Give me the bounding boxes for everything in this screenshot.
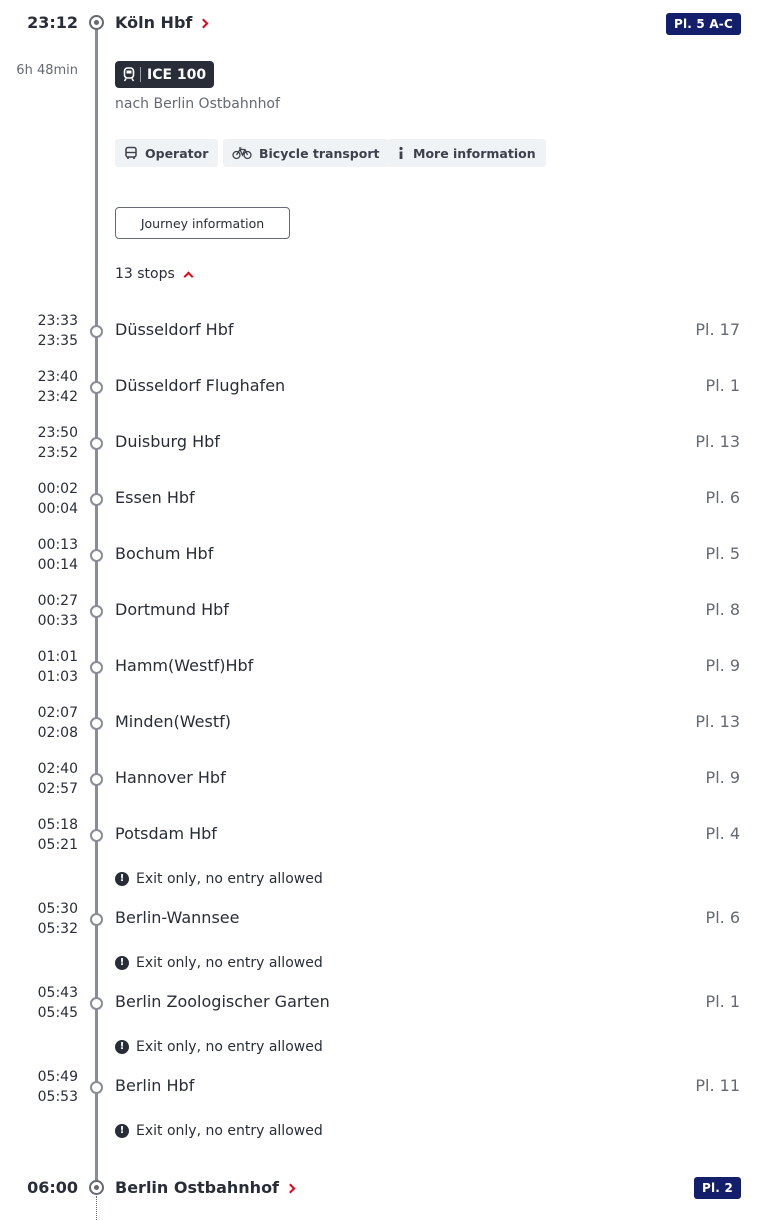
stop-platform: Pl. 17 — [695, 320, 740, 339]
stop-name: Bochum Hbf — [115, 544, 214, 563]
stop-node — [90, 997, 103, 1010]
stop-platform: Pl. 1 — [705, 376, 740, 395]
stops-toggle[interactable] — [115, 266, 192, 282]
stop-arrival-time: 23:40 — [37, 369, 78, 385]
stop-platform: Pl. 9 — [705, 656, 740, 675]
departure-time: 23:12 — [27, 13, 78, 32]
operator-chip-label: Operator — [145, 145, 209, 161]
train-badge-separator — [140, 67, 141, 82]
stop-arrival-time: 00:13 — [37, 537, 78, 553]
stop-departure-time: 01:03 — [37, 669, 78, 685]
departure-station-link[interactable] — [115, 13, 207, 32]
stop-arrival-time: 00:02 — [37, 481, 78, 497]
stop-row[interactable] — [0, 647, 774, 687]
stop-platform: Pl. 13 — [695, 712, 740, 731]
stop-row[interactable] — [0, 1067, 774, 1107]
stop-node — [90, 325, 103, 338]
stop-name: Hannover Hbf — [115, 768, 226, 787]
chevron-right-icon — [199, 18, 209, 28]
stop-name: Essen Hbf — [115, 488, 195, 507]
stop-name: Hamm(Westf)Hbf — [115, 656, 254, 675]
stop-platform: Pl. 1 — [705, 992, 740, 1011]
departure-platform-badge: Pl. 5 A-C — [666, 13, 741, 35]
stop-arrival-time: 05:49 — [37, 1069, 78, 1085]
alert-icon: ! — [115, 1124, 129, 1138]
bus-icon — [124, 146, 138, 160]
stop-arrival-time: 05:30 — [37, 901, 78, 917]
arrival-node — [89, 1180, 104, 1195]
train-icon — [123, 67, 135, 82]
stop-platform: Pl. 13 — [695, 432, 740, 451]
bicycle-transport-chip-label: Bicycle transport — [259, 145, 380, 161]
stop-row[interactable] — [0, 535, 774, 575]
stop-row[interactable] — [0, 479, 774, 519]
stop-departure-time: 23:35 — [37, 333, 78, 349]
chevron-right-icon — [286, 1183, 296, 1193]
stop-row[interactable] — [0, 759, 774, 799]
more-information-chip-label: More information — [413, 145, 536, 161]
exit-only-notice-text: Exit only, no entry allowed — [136, 1123, 323, 1139]
stop-node — [90, 549, 103, 562]
journey-information-button[interactable]: Journey information — [115, 207, 290, 239]
stop-row[interactable] — [0, 591, 774, 631]
chevron-up-icon — [183, 272, 193, 282]
stop-departure-time: 05:53 — [37, 1089, 78, 1105]
stop-arrival-time: 00:27 — [37, 593, 78, 609]
exit-only-notice — [115, 955, 323, 971]
stop-node — [90, 829, 103, 842]
stop-platform: Pl. 9 — [705, 768, 740, 787]
stop-name: Berlin Zoologischer Garten — [115, 992, 330, 1011]
exit-only-notice — [115, 1123, 323, 1139]
stop-row[interactable] — [0, 983, 774, 1023]
exit-only-notice-text: Exit only, no entry allowed — [136, 1039, 323, 1055]
stop-platform: Pl. 5 — [705, 544, 740, 563]
alert-icon: ! — [115, 1040, 129, 1054]
stop-node — [90, 1081, 103, 1094]
stop-name: Potsdam Hbf — [115, 824, 217, 843]
stop-node — [90, 717, 103, 730]
info-icon — [396, 146, 406, 160]
stop-departure-time: 02:08 — [37, 725, 78, 741]
stop-departure-time: 00:33 — [37, 613, 78, 629]
stop-platform: Pl. 6 — [705, 908, 740, 927]
stop-arrival-time: 23:50 — [37, 425, 78, 441]
stop-departure-time: 05:21 — [37, 837, 78, 853]
stop-departure-time: 02:57 — [37, 781, 78, 797]
stop-node — [90, 493, 103, 506]
stop-departure-time: 05:45 — [37, 1005, 78, 1021]
stop-arrival-time: 02:07 — [37, 705, 78, 721]
stop-node — [90, 605, 103, 618]
bicycle-transport-chip[interactable] — [223, 139, 389, 167]
stop-departure-time: 00:04 — [37, 501, 78, 517]
stop-departure-time: 23:52 — [37, 445, 78, 461]
stop-node — [90, 437, 103, 450]
stop-arrival-time: 05:43 — [37, 985, 78, 1001]
train-number: ICE 100 — [147, 66, 207, 83]
stop-name: Minden(Westf) — [115, 712, 231, 731]
leg-duration: 6h 48min — [16, 63, 78, 78]
stop-row[interactable] — [0, 899, 774, 939]
alert-icon: ! — [115, 872, 129, 886]
stop-arrival-time: 23:33 — [37, 313, 78, 329]
more-information-chip[interactable] — [387, 139, 546, 167]
stop-node — [90, 661, 103, 674]
stop-row[interactable] — [0, 367, 774, 407]
stop-departure-time: 05:32 — [37, 921, 78, 937]
stop-node — [90, 773, 103, 786]
stop-name: Düsseldorf Hbf — [115, 320, 234, 339]
exit-only-notice — [115, 1039, 323, 1055]
operator-chip[interactable] — [115, 139, 218, 167]
stop-name: Dortmund Hbf — [115, 600, 229, 619]
stop-arrival-time: 02:40 — [37, 761, 78, 777]
timeline-continuation — [96, 1196, 97, 1220]
stop-platform: Pl. 4 — [705, 824, 740, 843]
stop-row[interactable] — [0, 311, 774, 351]
stop-row[interactable] — [0, 423, 774, 463]
train-direction: nach Berlin Ostbahnhof — [115, 96, 280, 112]
arrival-station-link[interactable] — [115, 1178, 294, 1197]
exit-only-notice-text: Exit only, no entry allowed — [136, 871, 323, 887]
train-badge — [115, 61, 214, 88]
alert-icon: ! — [115, 956, 129, 970]
stop-name: Düsseldorf Flughafen — [115, 376, 286, 395]
stop-departure-time: 23:42 — [37, 389, 78, 405]
stop-arrival-time: 01:01 — [37, 649, 78, 665]
arrival-time: 06:00 — [27, 1178, 78, 1197]
bicycle-icon — [232, 146, 252, 160]
stop-platform: Pl. 6 — [705, 488, 740, 507]
exit-only-notice-text: Exit only, no entry allowed — [136, 955, 323, 971]
stop-departure-time: 00:14 — [37, 557, 78, 573]
stop-name: Duisburg Hbf — [115, 432, 220, 451]
departure-station-name: Köln Hbf — [115, 13, 193, 32]
stops-count: 13 stops — [115, 266, 175, 282]
stop-name: Berlin-Wannsee — [115, 908, 240, 927]
stop-platform: Pl. 8 — [705, 600, 740, 619]
exit-only-notice — [115, 871, 323, 887]
stop-node — [90, 913, 103, 926]
arrival-station-name: Berlin Ostbahnhof — [115, 1178, 280, 1197]
stop-row[interactable] — [0, 815, 774, 855]
stop-row[interactable] — [0, 703, 774, 743]
stop-name: Berlin Hbf — [115, 1076, 195, 1095]
stop-arrival-time: 05:18 — [37, 817, 78, 833]
stop-node — [90, 381, 103, 394]
arrival-platform-badge: Pl. 2 — [694, 1177, 741, 1199]
stop-platform: Pl. 11 — [695, 1076, 740, 1095]
departure-node — [89, 15, 104, 30]
